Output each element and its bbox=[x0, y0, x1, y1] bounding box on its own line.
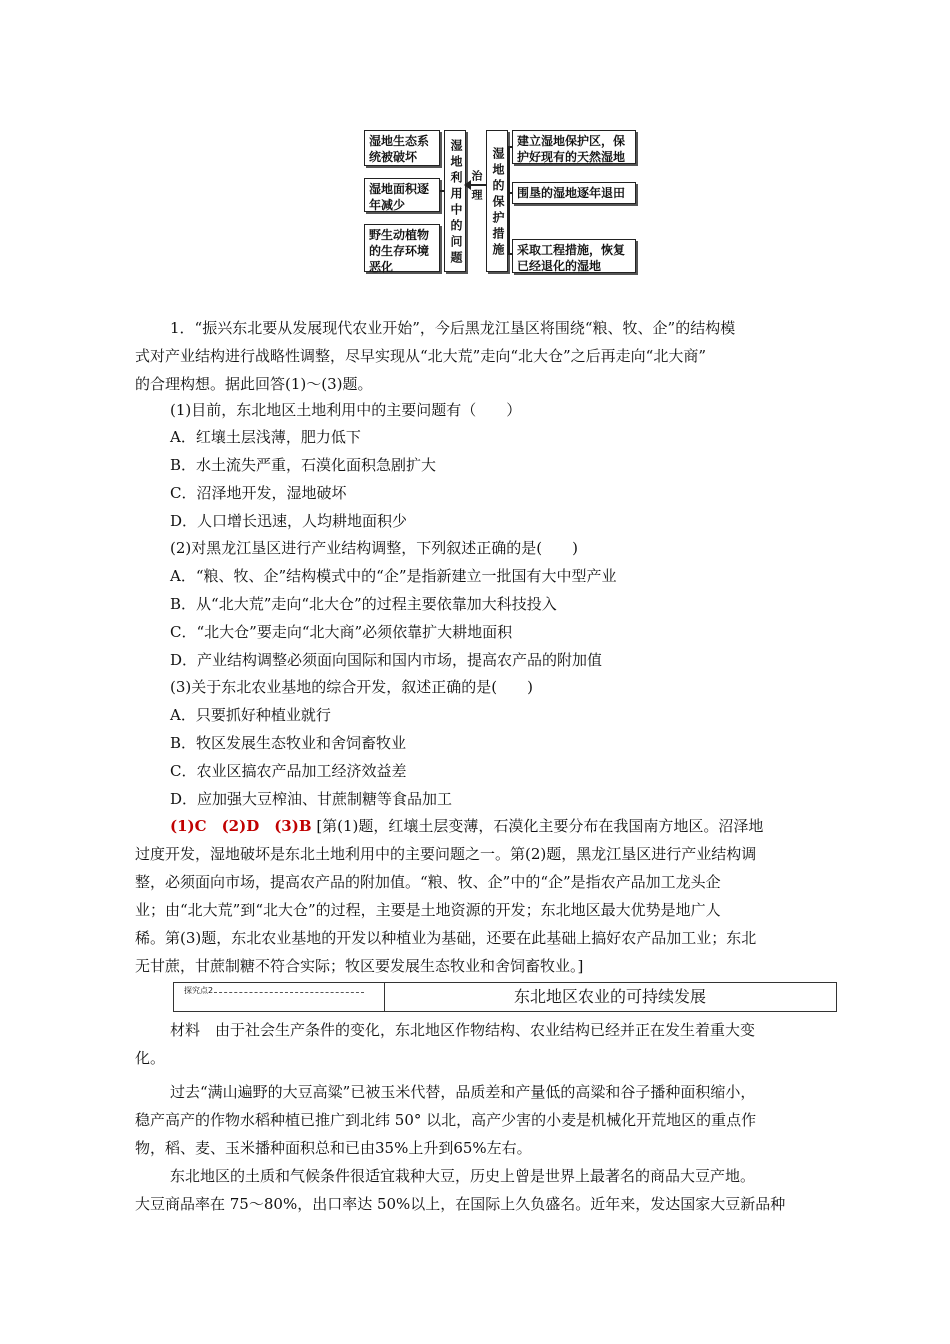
subquestion-3-stem: (3)关于东北农业基地的综合开发，叙述正确的是( ) bbox=[170, 678, 533, 696]
subquestion-3-option-c: C．农业区搞农产品加工经济效益差 bbox=[170, 762, 407, 780]
subquestion-3-option-b: B．牧区发展生态牧业和舍饲畜牧业 bbox=[170, 734, 407, 752]
subquestion-2-option-a: A．“粮、牧、企”结构模式中的“企”是指新建立一批国有大中型产业 bbox=[170, 567, 617, 585]
subquestion-3-option-a: A．只要抓好种植业就行 bbox=[170, 706, 331, 724]
material-p2-line-3: 物，稻、麦、玉米播种面积总和已由35%上升到65%左右。 bbox=[135, 1139, 532, 1157]
measures-heading: 湿地的保护措施 bbox=[486, 130, 508, 272]
section-tag-cell bbox=[174, 983, 385, 1011]
subquestion-1-option-a: A．红壤土层浅薄，肥力低下 bbox=[170, 428, 361, 446]
explanation-first: [第(1)题，红壤土层变薄，石漠化主要分布在我国南方地区。沼泽地 bbox=[316, 817, 764, 835]
measure-box-2: 围垦的湿地逐年退田 bbox=[512, 182, 636, 204]
measure-box-1: 建立湿地保护区，保护好现有的天然湿地 bbox=[512, 130, 636, 164]
material-p1-rest: 化。 bbox=[135, 1049, 166, 1067]
problem-box-1: 湿地生态系统被破坏 bbox=[364, 130, 440, 166]
problem-box-2: 湿地面积逐年减少 bbox=[364, 178, 440, 212]
explanation-line-1: 过度开发，湿地破坏是东北土地利用中的主要问题之一。第(2)题，黑龙江垦区进行产业结构调 bbox=[135, 845, 757, 863]
bracket-vertical bbox=[508, 146, 510, 254]
subquestion-3-option-d: D．应加强大豆榨油、甘蔗制糖等食品加工 bbox=[170, 790, 453, 808]
subquestion-2-option-c: C．“北大仓”要走向“北大商”必须依靠扩大耕地面积 bbox=[170, 623, 513, 641]
subquestion-2-stem: (2)对黑龙江垦区进行产业结构调整，下列叙述正确的是( ) bbox=[170, 539, 578, 557]
subquestion-1-option-c: C．沼泽地开发，湿地破坏 bbox=[170, 484, 347, 502]
explanation-line-3: 业；由“北大荒”到“北大仓”的过程，主要是土地资源的开发；东北地区最大优势是地广人 bbox=[135, 901, 721, 919]
answer-line bbox=[170, 812, 840, 840]
material-p2-line-2: 稳产高产的作物水稻种植已推广到北纬 50° 以北，高产少害的小麦是机械化开荒地区的重点作 bbox=[135, 1111, 757, 1129]
subquestion-1-option-b: B．水土流失严重，石漠化面积急剧扩大 bbox=[170, 456, 437, 474]
material-p3-line-1: 东北地区的土质和气候条件很适宜栽种大豆，历史上曾是世界上最著名的商品大豆产地。 bbox=[170, 1167, 756, 1185]
material-p2-line-1: 过去“满山遍野的大豆高粱”已被玉米代替，品质差和产量低的高粱和谷子播种面积缩小， bbox=[170, 1083, 756, 1101]
measure-box-3: 采取工程措施，恢复已经退化的湿地 bbox=[512, 239, 636, 273]
section-tag: 探究点2 bbox=[184, 986, 214, 995]
explanation-line-2: 整，必须面向市场，提高农产品的附加值。“粮、牧、企”中的“企”是指农产品加工龙头企 bbox=[135, 873, 721, 891]
problem-box-3: 野生动植物的生存环境恶化 bbox=[364, 224, 440, 272]
subquestion-1-option-d: D．人口增长迅速，人均耕地面积少 bbox=[170, 512, 408, 530]
subquestion-1-stem: (1)目前，东北地区土地利用中的主要问题有（ ） bbox=[170, 401, 522, 419]
answer-key: (1)C (2)D (3)B bbox=[170, 817, 312, 835]
subquestion-2-option-b: B．从“北大荒”走向“北大仓”的过程主要依靠加大科技投入 bbox=[170, 595, 557, 613]
section-header bbox=[173, 982, 837, 1012]
section-dash bbox=[214, 992, 364, 993]
problems-heading: 湿地利用中的问题 bbox=[444, 130, 466, 272]
question-intro-line-3: 的合理构想。据此回答(1)～(3)题。 bbox=[135, 375, 373, 393]
section-title: 东北地区农业的可持续发展 bbox=[513, 987, 706, 1006]
material-p3-line-2: 大豆商品率在 75～80%，出口率达 50%以上，在国际上久负盛名。近年来，发达国家大豆新品种 bbox=[135, 1195, 786, 1213]
material-p1-first: 材料 由于社会生产条件的变化，东北地区作物结构、农业结构已经并正在发生着重大变 bbox=[170, 1021, 756, 1039]
question-intro-line-2: 式对产业结构进行战略性调整，尽早实现从“北大荒”走向“北大仓”之后再走向“北大商” bbox=[135, 347, 707, 365]
governance-label: 治理 bbox=[470, 170, 483, 208]
subquestion-2-option-d: D．产业结构调整必须面向国际和国内市场，提高农产品的附加值 bbox=[170, 651, 603, 669]
explanation-line-4: 稀。第(3)题，东北农业基地的开发以种植业为基础，还要在此基础上搞好农产品加工业；东北 bbox=[135, 929, 757, 947]
question-intro-line-1: 1．“振兴东北要从发展现代农业开始”，今后黑龙江垦区将围绕“粮、牧、企”的结构模 bbox=[170, 319, 736, 337]
explanation-line-5: 无甘蔗，甘蔗制糖不符合实际；牧区要发展生态牧业和舍饲畜牧业。] bbox=[135, 957, 584, 975]
